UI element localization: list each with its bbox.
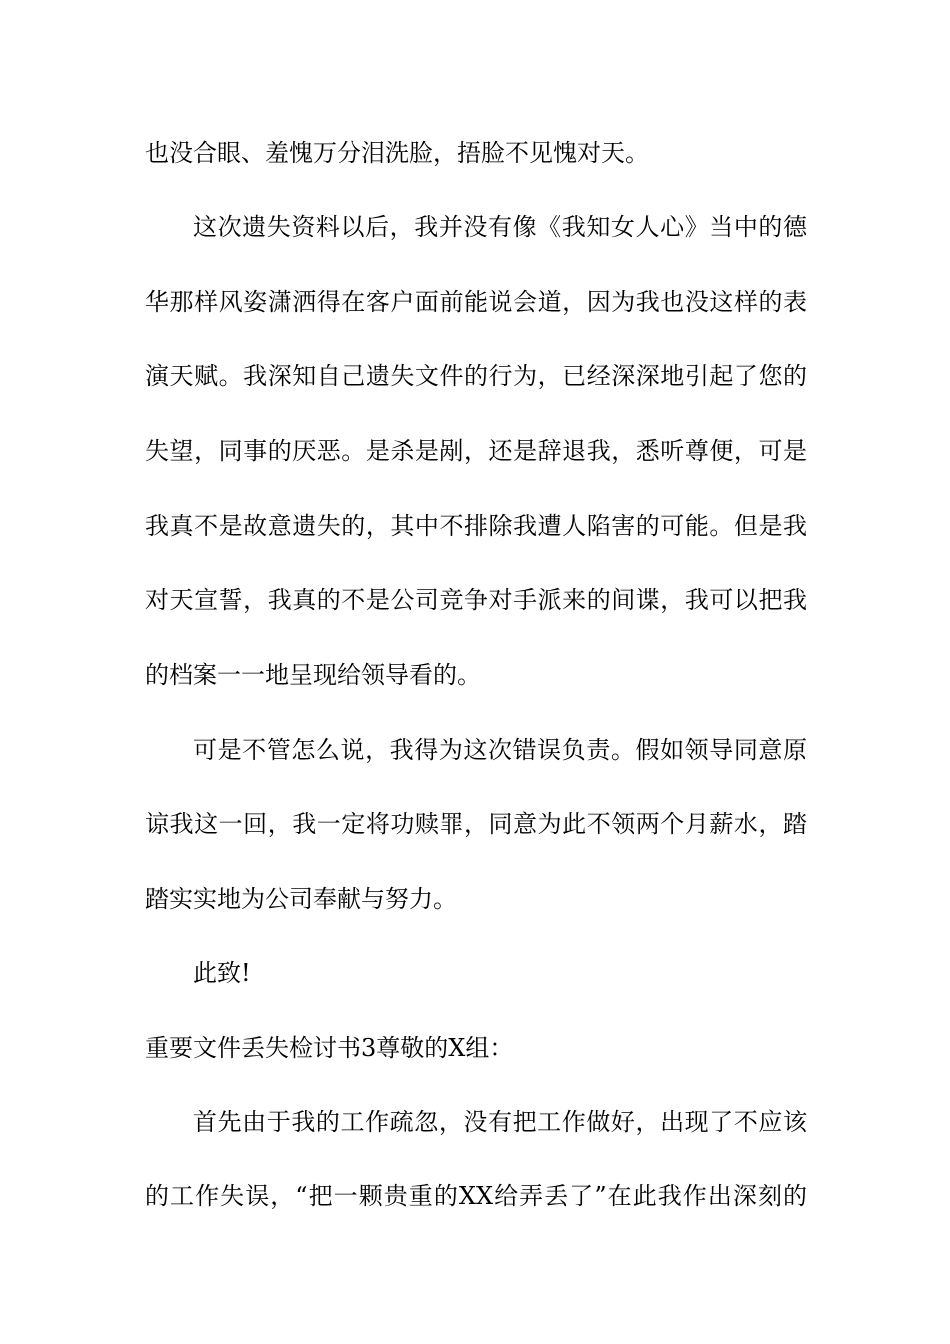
text-line-11: 踏实实地为公司奉献与努力。 [145,885,457,913]
text-line-12: 此致! [193,959,251,987]
text-line-8: 的档案一一地呈现给领导看的。 [145,661,481,689]
text-line-3: 华那样风姿潇洒得在客户面前能说会道，因为我也没这样的表 [145,288,807,316]
text-line-14: 首先由于我的工作疏忽，没有把工作做好，出现了不应该 [193,1108,807,1136]
text-line-5: 失望，同事的厌恶。是杀是剐，还是辞退我，悉听尊便，可是 [145,437,807,465]
text-line-13: 重要文件丢失检讨书3尊敬的X组： [145,1034,514,1062]
text-line-10: 谅我这一回，我一定将功赎罪，同意为此不领两个月薪水，踏 [145,810,807,838]
text-line-7: 对天宣誓，我真的不是公司竞争对手派来的间谍，我可以把我 [145,586,807,614]
text-line-9: 可是不管怎么说，我得为这次错误负责。假如领导同意原 [193,736,807,764]
text-line-4: 演天赋。我深知自己遗失文件的行为，已经深深地引起了您的 [145,362,807,390]
text-line-1: 也没合眼、羞愧万分泪洗脸，捂脸不见愧对天。 [145,139,649,167]
text-line-6: 我真不是故意遗失的，其中不排除我遭人陷害的可能。但是我 [145,512,807,540]
text-line-2: 这次遗失资料以后，我并没有像《我知女人心》当中的德 [193,213,807,241]
text-line-15: 的工作失误，“把一颗贵重的XX给弄丢了”在此我作出深刻的 [145,1182,807,1210]
